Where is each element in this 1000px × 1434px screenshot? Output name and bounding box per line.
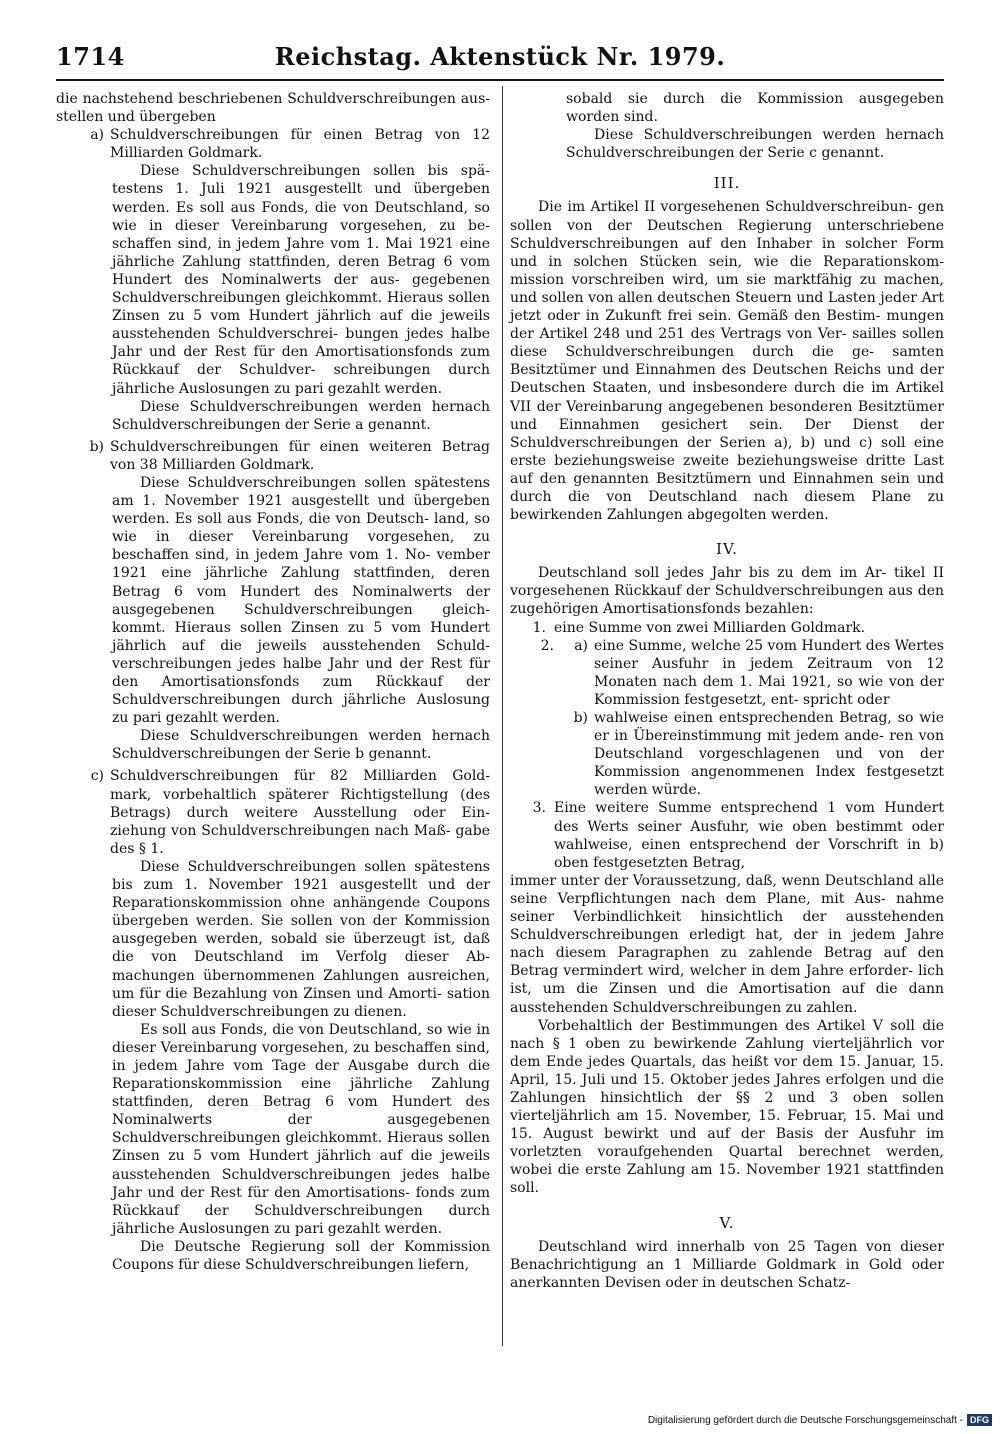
item-c-paragraph-2: Es soll aus Fonds, die von Deutschland, so wie in dieser Vereinbarung vorgesehen, zu beschaffen sind, in jedem Jahre vom Tage der Ausgabe durch die Reparationskommission eine jährliche Zahlung stattfinden, deren Betrag 6 vom Hundert des Nominalwerts der ausgegebenen Schuldverschreibungen gleichkommt. Hieraus sollen Zinsen zu 5 vom Hundert jährlich auf die jeweils ausstehenden Schuldverschreibungen jedes halbe Jahr und der Rest für den Amortisations- fonds zum Rückkauf der Schuldverschreibungen durch jährliche Auslosungen zu pari gezahlt werden.: [112, 1021, 490, 1237]
credit-text: Digitalisierung gefördert durch die Deutsche Forschungsgemeinschaft -: [647, 1414, 963, 1426]
list-item-2a-label: a): [574, 637, 588, 654]
item-c-text: Schuldverschreibungen für 82 Milliarden Gold- mark, vorbehaltlich späterer Richtigstellung (des Betrags) durch weitere Ausstellung oder Ein- ziehung von Schuldverschreibungen nach Maß- gabe des § 1.: [110, 768, 490, 857]
page-header: [56, 40, 944, 74]
list-item-3: [510, 799, 944, 871]
column-divider: [502, 86, 503, 1346]
list-item-3-text: Eine weitere Summe entsprechend 1 vom Hundert des Werts seiner Ausfuhr, wie oben bestimmt oder wahlweise, einen entsprechend der Vorschrift in b) oben festgesetzten Betrag,: [554, 800, 944, 871]
item-b-paragraph-1: Diese Schuldverschreibungen sollen spätestens am 1. November 1921 ausgestellt und übergeben werden. Es soll aus Fonds, die von Deutsch- land, so wie in dieser Vereinbarung vorgesehen, zu beschaffen sind, in jedem Jahre vom 1. No- vember 1921 eine jährliche Zahlung stattfinden, deren Betrag 6 vom Hundert des Nominalwerts der ausgegebenen Schuldverschreibungen gleich- kommt. Hieraus sollen Zinsen zu 5 vom Hundert jährlich auf die jeweils ausstehenden Schuld- verschreibungen jedes halbe Jahr und der Rest für den Amortisationsfonds zum Rückkauf der Schuldverschreibungen durch jährliche Auslosung zu pari gezahlt werden.: [112, 474, 490, 727]
section-iii-paragraph: Die im Artikel II vorgesehenen Schuldverschreibun- gen sollen von der Deutschen Regierung unterschriebene Schuldverschreibungen auf den Inhaber in solcher Form und in solchen Stücken sein, wie die Reparationskom- mission vorschreiben wird, um sie marktfähig zu machen, und sollen von allen deutschen Steuern und Lasten jeder Art jetzt oder in Zukunft frei sein. Gemäß den Bestim- mungen der Artikel 248 und 251 des Vertrags von Ver- sailles sollen diese Schuldverschreibungen durch die ge- samten Besitztümer und Einnahmen des Deutschen Reichs und der Deutschen Staaten, und insbesondere durch die im Artikel VII der Vereinbarung angegebenen besonderen Besitztümer und Einnahmen gesichert sein. Der Dienst der Schuldverschreibungen der Serien a), b) und c) soll eine erste beziehungsweise zweite beziehungsweise dritte Last auf den genannten Besitztümern und Einnahmen sein und durch die von Deutschland nach diesem Plane zu bewirkenden Zahlungen abgegolten werden.: [510, 199, 944, 524]
item-a-paragraph-1: Diese Schuldverschreibungen sollen bis spä- testens 1. Juli 1921 ausgestellt und übergeben werden. Es soll aus Fonds, die von Deutschland, so wie in dieser Vereinbarung vorgesehen, zu be- schaffen sind, in jedem Jahre vom 1. Mai 1921 eine jährliche Zahlung stattfinden, deren Betrag 6 vom Hundert des Nominalwerts der aus- gegebenen Schuldverschreibungen gleichkommt. Hieraus sollen Zinsen zu 5 vom Hundert jährlich auf die jeweils ausstehenden Schuldverschrei- bungen jedes halbe Jahr und der Rest für den Amortisationsfonds zum Rückkauf der Schuldver- schreibungen durch jährliche Auslosungen zu pari gezahlt werden.: [112, 163, 490, 397]
continuation-block: [510, 90, 944, 162]
list-item-2b-text: wahlweise einen entsprechenden Betrag, so wie er in Übereinstimmung mit jedem ande- ren von Deutschland vorgeschlagenen und von der Kommission angenommenen Index festgesetzt werden würde.: [594, 710, 944, 799]
right-column: [510, 90, 944, 1292]
list-item-2-number: 2.: [540, 637, 554, 654]
list-item-2b-label: b): [573, 710, 588, 726]
item-a: [56, 126, 490, 162]
item-b: [56, 438, 490, 474]
list-item-1-number: 1.: [532, 619, 546, 636]
page-number: 1714: [56, 42, 125, 71]
item-c-label: c): [90, 768, 104, 785]
item-b-body: [56, 474, 490, 764]
list-item-3-number: 3.: [532, 800, 546, 817]
item-a-text: Schuldverschreibungen für einen Betrag von 12 Milliarden Goldmark.: [110, 127, 490, 162]
left-column: [56, 90, 490, 1274]
item-c-paragraph-3: Die Deutsche Regierung soll der Kommission Coupons für diese Schuldverschreibungen liefern,: [112, 1238, 490, 1273]
dfg-logo: DFG: [967, 1414, 992, 1426]
section-iv-paragraph: Deutschland soll jedes Jahr bis zu dem im Ar- tikel II vorgesehenen Rückkauf der Schuldverschreibungen aus den zugehörigen Amortisationsfonds bezahlen:: [510, 565, 944, 618]
section-heading-iv: IV.: [716, 540, 738, 559]
section-iv-paragraph-3: Vorbehaltlich der Bestimmungen des Artikel V soll die nach § 1 oben zu bewirkende Zahlung vierteljährlich vor dem Ende jedes Quartals, das heißt vor dem 15. Januar, 15. April, 15. Juli und 15. Oktober jedes Jahres erfolgen und die Zahlungen hinsichtlich der §§ 2 und 3 oben sollen vierteljährlich am 15. November, 15. Februar, 15. Mai und 15. August bewirkt und auf der Basis der Ausfuhr im vorletzten voraufgehenden Quartal berechnet werden, wobei die erste Zahlung am 15. November 1921 stattfinden soll.: [510, 1017, 944, 1197]
section-heading-iii: III.: [713, 174, 741, 193]
section-v-paragraph: Deutschland wird innerhalb von 25 Tagen von dieser Benachrichtigung an 1 Milliarde Goldmark in Gold oder anerkannten Devisen oder in deutschen Schatz-: [510, 1238, 944, 1291]
list-item-1: [510, 619, 944, 637]
list-item-1-text: eine Summe von zwei Milliarden Goldmark.: [554, 619, 866, 636]
continuation-paragraph-2: Diese Schuldverschreibungen werden hernach Schuldverschreibungen der Serie c genannt.: [566, 127, 944, 162]
item-a-label: a): [90, 127, 104, 144]
section-heading-v: V.: [719, 1213, 735, 1232]
item-a-body: [56, 162, 490, 433]
item-c: [56, 767, 490, 857]
item-b-paragraph-2: Diese Schuldverschreibungen werden hernach Schuldverschreibungen der Serie b genannt.: [112, 728, 490, 763]
list-item-2a-text: eine Summe, welche 25 vom Hundert des Wertes seiner Ausfuhr in jedem Zeitraum von 12 Monaten nach dem 1. Mai 1921, so wie von der Kommission festgesetzt, ent- spricht oder: [594, 637, 944, 708]
section-iv-paragraph-2: immer unter der Voraussetzung, daß, wenn Deutschland alle seine Verpflichtungen nach dem Plane, mit Aus- nahme seiner Verbindlichkeit hinsichtlich der ausstehenden Schuldverschreibungen erledigt hat, der in jedem Jahre nach diesem Paragraphen zu zahlende Betrag auf den Betrag vermindert wird, welcher in dem Jahre erforder- lich ist, um die Zinsen und die Amortisation auf die dann ausstehenden Schuldverschreibungen zu zahlen.: [510, 872, 944, 1016]
continuation-paragraph-1: sobald sie durch die Kommission ausgegeben worden sind.: [566, 91, 944, 126]
item-b-label: b): [89, 438, 104, 455]
running-title: Reichstag. Aktenstück Nr. 1979.: [274, 42, 726, 71]
item-b-text: Schuldverschreibungen für einen weiteren Betrag von 38 Milliarden Goldmark.: [110, 438, 490, 473]
header-rule: [56, 79, 944, 81]
intro-paragraph: die nachstehend beschriebenen Schuldverschreibungen aus- stellen und übergeben: [56, 91, 490, 126]
item-a-paragraph-2: Diese Schuldverschreibungen werden hernach Schuldverschreibungen der Serie a genannt.: [112, 398, 490, 433]
list-item-2b: [510, 709, 944, 799]
item-c-body: [56, 858, 490, 1274]
list-item-2a: [510, 637, 944, 709]
digitization-credit: [648, 1414, 992, 1426]
item-c-paragraph-1: Diese Schuldverschreibungen sollen spätestens bis zum 1. November 1921 ausgestellt und der Reparationskommission ohne anhängende Coupons übergeben werden. Sie sollen von der Kommission ausgegeben werden, sobald sie überzeugt ist, daß die von Deutschland im Verfolg dieser Ab- machungen übernommenen Zahlungen ausreichen, um für die Bezahlung von Zinsen und Amorti- sation dieser Schuldverschreibungen zu dienen.: [112, 858, 490, 1020]
